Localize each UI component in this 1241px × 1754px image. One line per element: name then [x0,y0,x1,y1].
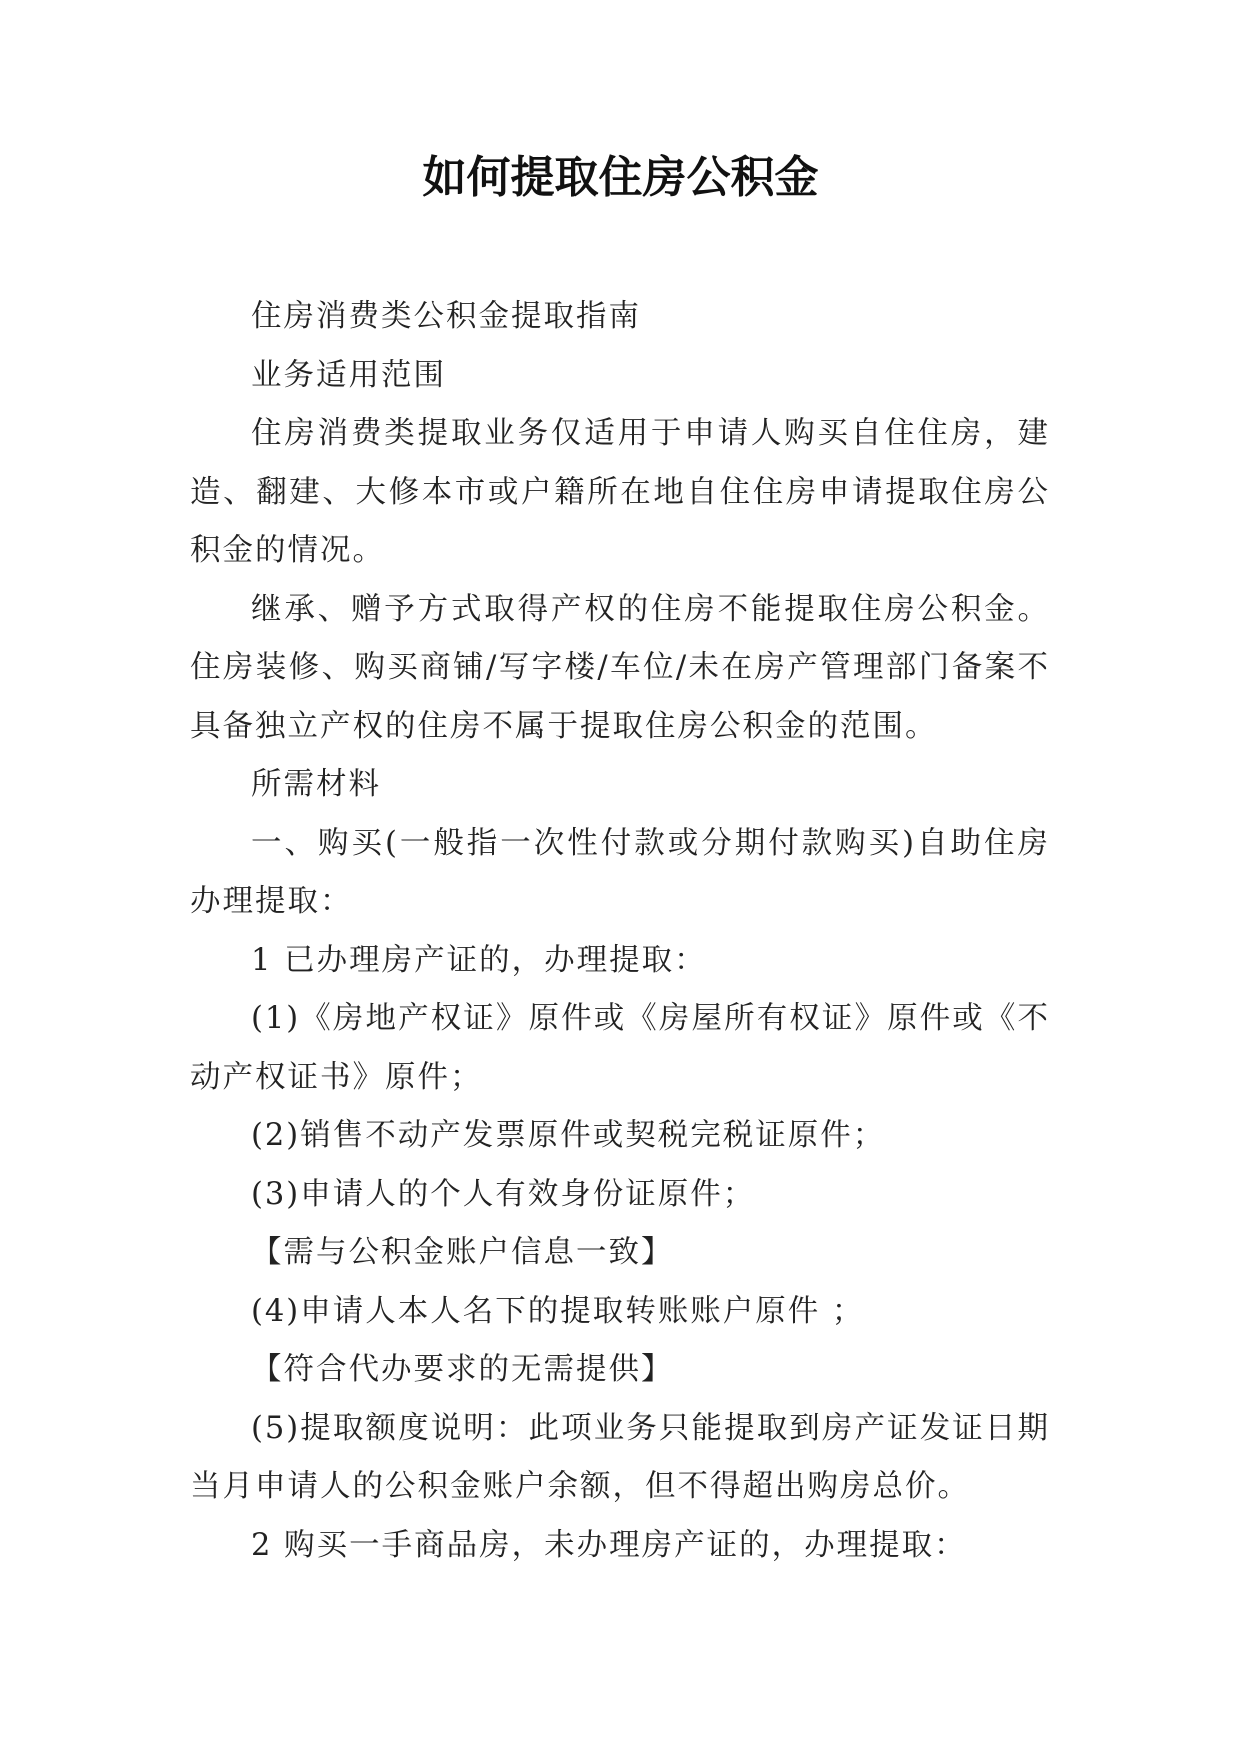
section-heading-guide: 住房消费类公积金提取指南 [251,299,641,334]
paragraph-item-1: 1 已办理房产证的，办理提取： [251,942,707,978]
paragraph-exclusions: 继承、赠予方式取得产权的住房不能提取住房公积金。住房装修、购买商铺/写字楼/车位/未在房产管理部门备案不具备独立产权的住房不属于提取住房公积金的范围。 [190,591,1050,744]
document-body [190,288,1050,1575]
paragraph-item-1-2: (2)销售不动产发票原件或契税完税证原件； [251,1118,886,1153]
section-heading-materials: 所需材料 [251,767,381,802]
paragraph-item-1-4: (4)申请人本人名下的提取转账账户原件 ； [251,1293,865,1329]
paragraph-note-consistent: 【需与公积金账户信息一致】 [251,1235,674,1270]
document-title: 如何提取住房公积金 [422,152,819,203]
paragraph-item-1-3: (3)申请人的个人有效身份证原件； [251,1176,756,1212]
paragraph-scope-description: 住房消费类提取业务仅适用于申请人购买自住住房，建造、翻建、大修本市或户籍所在地自住住房申请提取住房公积金的情况。 [190,416,1050,568]
paragraph-item-1-5: (5)提取额度说明：此项业务只能提取到房产证发证日期当月申请人的公积金账户余额，但不得超出购房总价。 [190,1410,1050,1504]
paragraph-note-proxy: 【符合代办要求的无需提供】 [251,1352,674,1387]
section-heading-scope: 业务适用范围 [251,357,446,393]
paragraph-purchase-heading: 一、购买(一般指一次性付款或分期付款购买)自助住房办理提取： [190,825,1050,919]
paragraph-item-2: 2 购买一手商品房，未办理房产证的，办理提取： [251,1527,967,1563]
paragraph-item-1-1: (1)《房地产权证》原件或《房屋所有权证》原件或《不动产权证书》原件； [190,1001,1050,1095]
